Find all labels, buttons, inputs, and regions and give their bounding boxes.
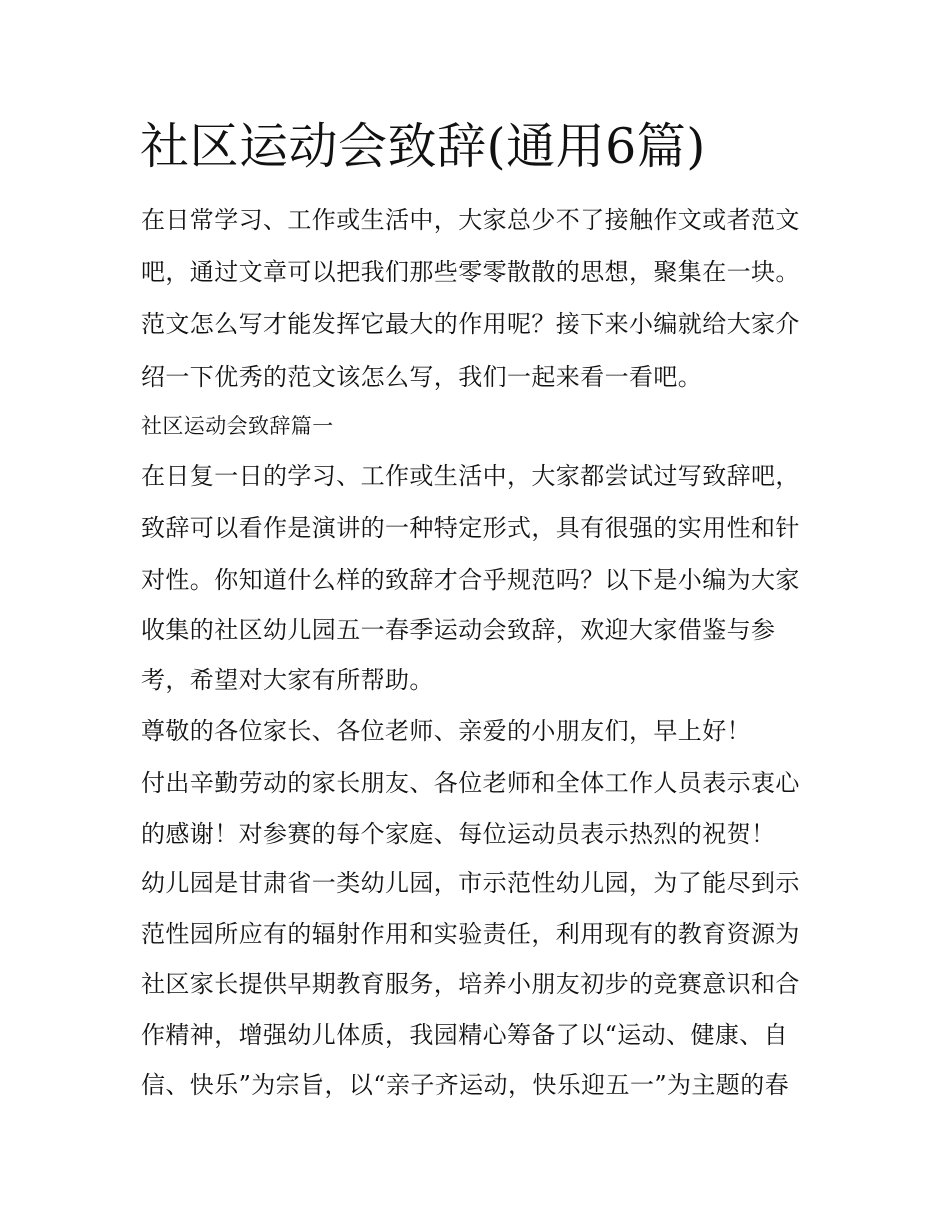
body-line: 范性园所应有的辐射作用和实验责任，利用现有的教育资源为 xyxy=(141,920,800,948)
body-line: 的感谢！对参赛的每个家庭、每位运动员表示热烈的祝贺！ xyxy=(141,820,776,848)
intro-line: 绍一下优秀的范文该怎么写，我们一起来看一看吧。 xyxy=(141,363,703,391)
body-line: 尊敬的各位家长、各位老师、亲爱的小朋友们，早上好！ xyxy=(141,717,751,745)
body-line: 社区家长提供早期教育服务，培养小朋友初步的竞赛意识和合 xyxy=(141,970,800,998)
body-line: 收集的社区幼儿园五一春季运动会致辞，欢迎大家借鉴与参 xyxy=(141,616,776,644)
body-line: 信、快乐”为宗旨，以“亲子齐运动，快乐迎五一”为主题的春 xyxy=(141,1071,790,1099)
body-line: 在日复一日的学习、工作或生活中，大家都尝试过写致辞吧， xyxy=(141,462,800,490)
body-line: 对性。你知道什么样的致辞才合乎规范吗？以下是小编为大家 xyxy=(141,566,800,594)
intro-line: 在日常学习、工作或生活中，大家总少不了接触作文或者范文 xyxy=(141,206,800,234)
body-line: 致辞可以看作是演讲的一种特定形式，具有很强的实用性和针 xyxy=(141,514,800,542)
body-line: 幼儿园是甘肃省一类幼儿园，市示范性幼儿园，为了能尽到示 xyxy=(141,869,800,897)
document-title: 社区运动会致辞(通用6篇) xyxy=(140,118,706,175)
body-line: 付出辛勤劳动的家长朋友、各位老师和全体工作人员表示衷心 xyxy=(141,769,800,797)
intro-line: 吧，通过文章可以把我们那些零零散散的思想，聚集在一块。 xyxy=(141,258,800,286)
body-line: 考，希望对大家有所帮助。 xyxy=(141,666,434,694)
section-heading: 社区运动会致辞篇一 xyxy=(141,414,334,438)
intro-line: 范文怎么写才能发挥它最大的作用呢？接下来小编就给大家介 xyxy=(141,310,800,338)
body-line: 作精神，增强幼儿体质，我园精心筹备了以“运动、健康、自 xyxy=(141,1021,789,1049)
